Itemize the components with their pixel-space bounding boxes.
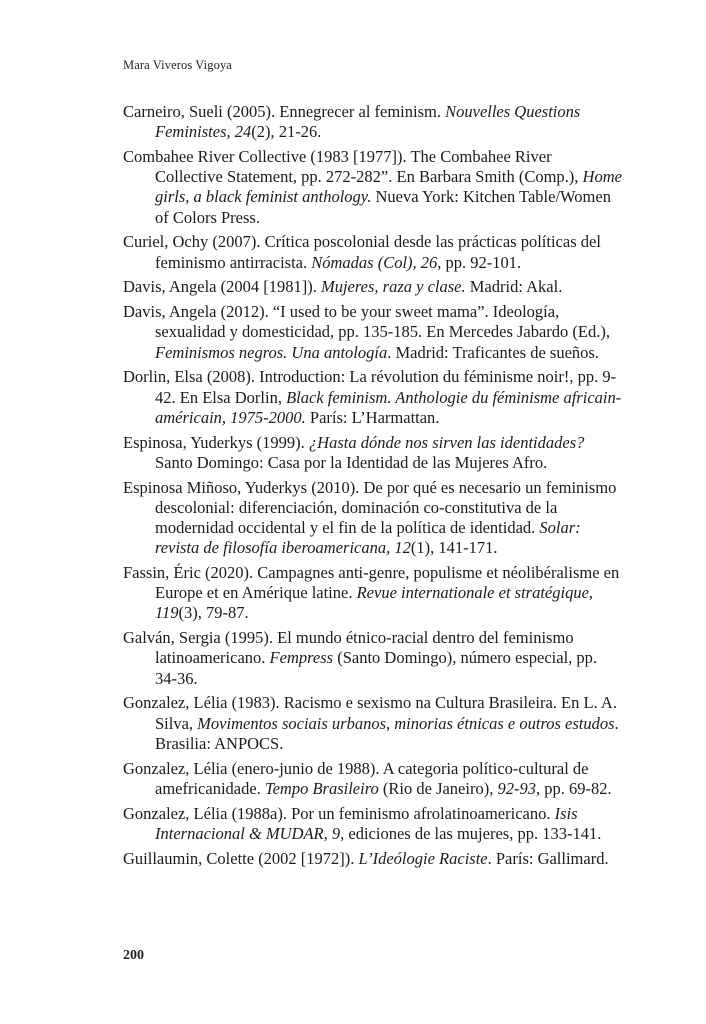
- reference-entry: [123, 563, 623, 624]
- reference-entry: [123, 433, 623, 473]
- bibliography-list: [123, 102, 623, 873]
- reference-text: Davis, Angela (2012). “I used to be your sweet mama”. Ideología, sexualidad y domesticidad, pp. 135-185. En Mercedes Jabardo (Ed.),: [123, 302, 610, 342]
- reference-text: Espinosa Miñoso, Yuderkys (2010). De por qué es necesario un feminismo descolonial: diferenciación, dominación co-constitutiva de la modernidad occidental y el fin de la política de identidad.: [123, 477, 617, 538]
- reference-text: Dorlin, Elsa (2008). Introduction: La révolution du féminisme noir!, pp. 9-42. En Elsa Dorlin,: [123, 367, 617, 407]
- reference-text: ediciones de las mujeres, pp. 133-141.: [344, 823, 602, 843]
- reference-text: Gonzalez, Lélia (1983). Racismo e sexismo na Cultura Brasileira. En L. A. Silva,: [123, 693, 617, 733]
- reference-text: Santo Domingo: Casa por la Identidad de las Mujeres Afro.: [155, 452, 548, 472]
- reference-entry: [123, 759, 623, 799]
- reference-text: Espinosa, Yuderkys (1999).: [123, 432, 309, 452]
- reference-text: Gonzalez, Lélia (1988a). Por un feminismo afrolatinoamericano.: [123, 803, 555, 823]
- reference-italic-text: L’Ideólogie Raciste: [358, 848, 488, 868]
- reference-italic-text: Isis Internacional & MUDAR, 9,: [155, 803, 578, 843]
- reference-italic-text: Movimentos sociais urbanos, minorias étnicas e outros estudos: [197, 713, 615, 733]
- reference-text: (3), 79-87.: [178, 603, 249, 623]
- reference-entry: [123, 302, 623, 363]
- reference-text: (Santo Domingo), número especial, pp. 34-36.: [155, 648, 598, 688]
- reference-text: . Madrid: Traficantes de sueños.: [387, 342, 599, 362]
- reference-italic-text: Black feminism. Anthologie du féminisme africain-américain, 1975-2000.: [155, 387, 622, 427]
- reference-italic-text: Revue internationale et stratégique, 119: [155, 583, 594, 623]
- reference-text: Davis, Angela (2004 [1981]).: [123, 277, 321, 297]
- reference-italic-text: ¿Hasta dónde nos sirven las identidades?: [308, 432, 585, 452]
- reference-entry: [123, 277, 623, 297]
- reference-text: Gonzalez, Lélia (enero-junio de 1988). A categoria político-cultural de amefricanidade.: [123, 758, 589, 798]
- page-number: 200: [123, 948, 144, 963]
- reference-text: Combahee River Collective (1983 [1977]). The Combahee River Collective Statement, pp. 272-282”. En Barbara Smith (Comp.),: [123, 147, 583, 187]
- reference-italic-text: Home girls, a black feminist anthology.: [155, 167, 622, 207]
- reference-italic-text: Solar: revista de filosofía iberoamericana, 12: [155, 518, 581, 558]
- reference-italic-text: Feminismos negros. Una antología: [155, 342, 388, 362]
- reference-text: Madrid: Akal.: [465, 277, 563, 297]
- reference-entry: [123, 849, 623, 869]
- reference-italic-text: Nómadas (Col), 26: [311, 252, 438, 272]
- reference-text: , pp. 92-101.: [437, 252, 522, 272]
- reference-text: París: L’Harmattan.: [305, 407, 440, 427]
- reference-entry: [123, 478, 623, 559]
- running-header-author: Mara Viveros Vigoya: [123, 58, 232, 72]
- reference-entry: [123, 232, 623, 272]
- reference-text: . París: Gallimard.: [487, 848, 609, 868]
- reference-text: (1), 141-171.: [410, 538, 498, 558]
- reference-text: (2), 21-26.: [251, 122, 322, 142]
- reference-entry: [123, 367, 623, 428]
- reference-text: Curiel, Ochy (2007). Crítica poscolonial desde las prácticas políticas del feminismo antirracista.: [123, 232, 601, 272]
- reference-text: Carneiro, Sueli (2005). Ennegrecer al feminism.: [123, 102, 446, 121]
- reference-italic-text: Tempo Brasileiro: [264, 778, 379, 798]
- reference-entry: [123, 693, 623, 754]
- reference-text: , pp. 69-82.: [535, 778, 612, 798]
- reference-italic-text: 92-93: [497, 778, 536, 798]
- reference-text: ,: [226, 122, 235, 142]
- reference-text: . Brasilia: ANPOCS.: [155, 713, 619, 753]
- reference-text: Galván, Sergia (1995). El mundo étnico-racial dentro del feminismo latinoamericano.: [123, 628, 574, 668]
- reference-entry: [123, 628, 623, 689]
- reference-text: Guillaumin, Colette (2002 [1972]).: [123, 848, 359, 868]
- reference-text: (Rio de Janeiro),: [378, 778, 498, 798]
- reference-italic-text: 24: [234, 122, 252, 142]
- reference-italic-text: Nouvelles Questions Feministes: [155, 102, 581, 142]
- reference-italic-text: Fempress: [269, 648, 334, 668]
- reference-entry: [123, 147, 623, 228]
- reference-entry: [123, 804, 623, 844]
- reference-text: Nueva York: Kitchen Table/Women of Colors Press.: [155, 187, 611, 227]
- reference-text: Fassin, Éric (2020). Campagnes anti-genre, populisme et néolibéralisme en Europe et en Amérique latine.: [123, 563, 620, 603]
- reference-italic-text: Mujeres, raza y clase.: [320, 277, 466, 297]
- reference-entry: [123, 102, 623, 142]
